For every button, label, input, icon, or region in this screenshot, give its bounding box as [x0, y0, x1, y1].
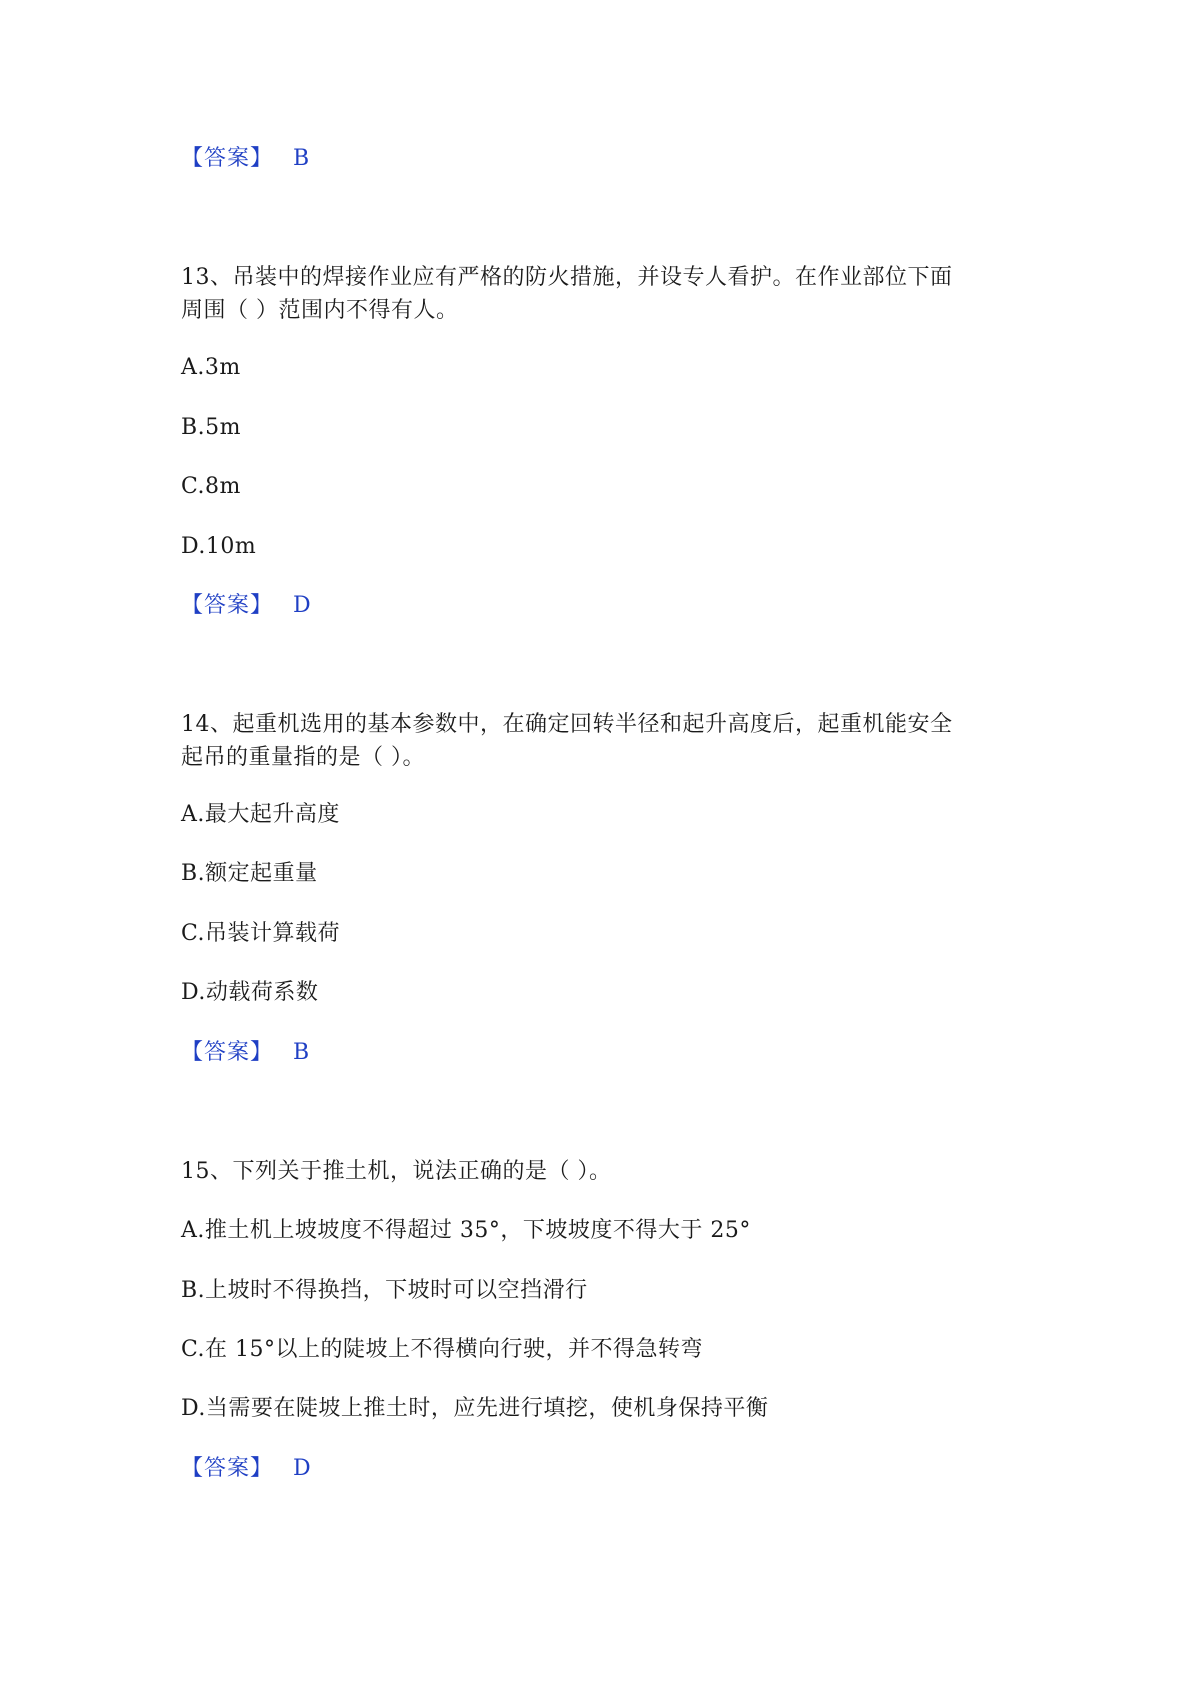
q14-option-c: C.吊装计算载荷 [181, 921, 341, 946]
answer-label: 【答案】 [181, 146, 274, 171]
q15-option-c: C.在 15°以上的陡坡上不得横向行驶，并不得急转弯 [181, 1337, 704, 1362]
q13-answer [181, 590, 311, 622]
q14-option-d: D.动载荷系数 [181, 980, 319, 1005]
answer-value: D [293, 593, 312, 618]
answer-value: B [293, 146, 310, 171]
q15-option-a: A.推土机上坡坡度不得超过 35°，下坡坡度不得大于 25° [181, 1218, 751, 1243]
q13-option-b: B.5m [181, 415, 242, 440]
q13-stem-line2: 周围（ ）范围内不得有人。 [181, 298, 459, 323]
q12-answer [181, 143, 310, 175]
q13-option-d: D.10m [181, 534, 257, 559]
q14-stem-line1: 14、起重机选用的基本参数中，在确定回转半径和起升高度后，起重机能安全 [181, 712, 953, 737]
q13-stem-line1: 13、吊装中的焊接作业应有严格的防火措施，并设专人看护。在作业部位下面 [181, 265, 953, 290]
q13-option-a: A.3m [181, 355, 241, 380]
q14-answer [181, 1037, 310, 1069]
q15-option-d: D.当需要在陡坡上推土时，应先进行填挖，使机身保持平衡 [181, 1396, 769, 1421]
q15-stem-line1: 15、下列关于推土机，说法正确的是（ ）。 [181, 1159, 612, 1184]
q14-stem-line2: 起吊的重量指的是（ ）。 [181, 745, 425, 770]
answer-label: 【答案】 [181, 1040, 274, 1065]
q14-option-b: B.额定起重量 [181, 861, 318, 886]
answer-value: D [293, 1456, 312, 1481]
answer-label: 【答案】 [181, 593, 274, 618]
answer-value: B [293, 1040, 310, 1065]
q15-option-b: B.上坡时不得换挡，下坡时可以空挡滑行 [181, 1278, 588, 1303]
answer-label: 【答案】 [181, 1456, 274, 1481]
q13-option-c: C.8m [181, 474, 241, 499]
q14-option-a: A.最大起升高度 [181, 802, 340, 827]
q15-answer [181, 1453, 311, 1485]
